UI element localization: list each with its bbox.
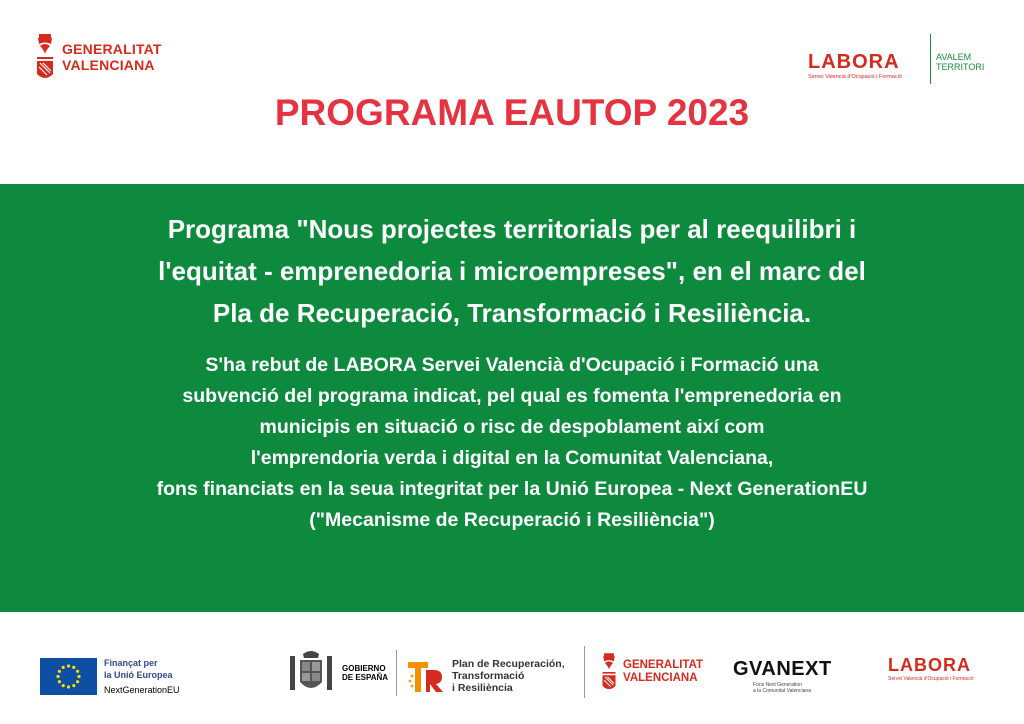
subsidy-description [12,350,1012,536]
generalitat-valenciana-footer-logo [600,650,703,694]
gva-next-word-b: NEXT [776,658,832,680]
description-line: l'emprendoria verda i digital en la Comunitat Valenciana, [250,447,774,469]
program-line: Programa "Nous projectes territorials per al reequilibri i [167,214,857,244]
avalem-line1: AVALEM [936,52,972,62]
header-divider [930,34,931,84]
program-line: Pla de Recuperació, Transformació i Resiliència. [212,298,812,328]
eu-line3: NextGenerationEU [104,685,180,695]
program-line: l'equitat - emprenedoria i microempreses", en el marc del [158,256,866,286]
footer-logos [0,612,1024,724]
description-line: subvenció del programa indicat, pel qual es fomenta l'emprenedoria en [182,385,842,407]
description-line: fons financiats en la seua integritat per la Unió Europea - Next GenerationEU [156,478,868,500]
labora-footer-subtitle: Servei Valencià d'Ocupació i Formació [888,676,974,682]
prtr-tr-logo-icon [406,656,446,696]
page-title: PROGRAMA EAUTOP 2023 [274,92,750,133]
program-info-band [0,184,1024,612]
labora-footer-wordmark: LABORA [888,655,971,675]
spain-coat-of-arms-icon [288,648,334,700]
gva-next-logo [733,658,832,694]
eu-line1: Finançat per [104,658,158,668]
prtr-line3: i Resiliència [452,682,513,694]
labora-subtitle: Servei Valencià d'Ocupació i Formació [808,74,902,80]
gva-next-wordmark [733,658,832,680]
eu-funding-text [104,657,180,696]
description-line: S'ha rebut de LABORA Servei Valencià d'Ocupació i Formació una [205,354,819,376]
footer-divider [584,646,585,698]
gva-next-sub-line2: a la Comunitat Valenciana [753,688,811,694]
footer-divider [396,650,397,696]
prtr-line2: Transformació [452,670,525,682]
gva-next-subtitle [753,682,832,694]
generalitat-footer-text [623,659,703,685]
labora-wordmark: LABORA [808,51,900,73]
avalem-line2: TERRITORI [936,62,985,72]
generalitat-emblem-icon [600,650,618,694]
generalitat-line2: VALENCIANA [62,57,155,73]
prtr-text [452,658,565,694]
generalitat-valenciana-logo [34,30,162,84]
generalitat-emblem-icon [34,30,56,84]
gobierno-line2: DE ESPAÑA [342,673,389,682]
labora-footer-logo [888,656,973,682]
gobierno-espana-text [342,664,388,682]
prtr-line1: Plan de Recuperación, [452,658,565,670]
program-name [40,208,984,334]
avalem-territori-logo [936,52,984,72]
eu-line2: la Unió Europea [104,670,173,680]
generalitat-text [62,41,162,73]
generalitat-footer-line1: GENERALITAT [623,659,704,671]
gobierno-line1: GOBIERNO [342,664,386,673]
generalitat-line1: GENERALITAT [62,41,162,57]
generalitat-footer-line2: VALENCIANA [623,672,698,684]
description-line: municipis en situació o risc de despoblament així com [259,416,765,438]
gva-next-word-a: GVA [733,658,777,680]
labora-logo [808,52,902,80]
gva-next-sub-line1: Fons Next Generation [753,682,802,688]
eu-flag-icon [40,658,97,695]
description-line: ("Mecanisme de Recuperació i Resiliència") [309,509,715,531]
